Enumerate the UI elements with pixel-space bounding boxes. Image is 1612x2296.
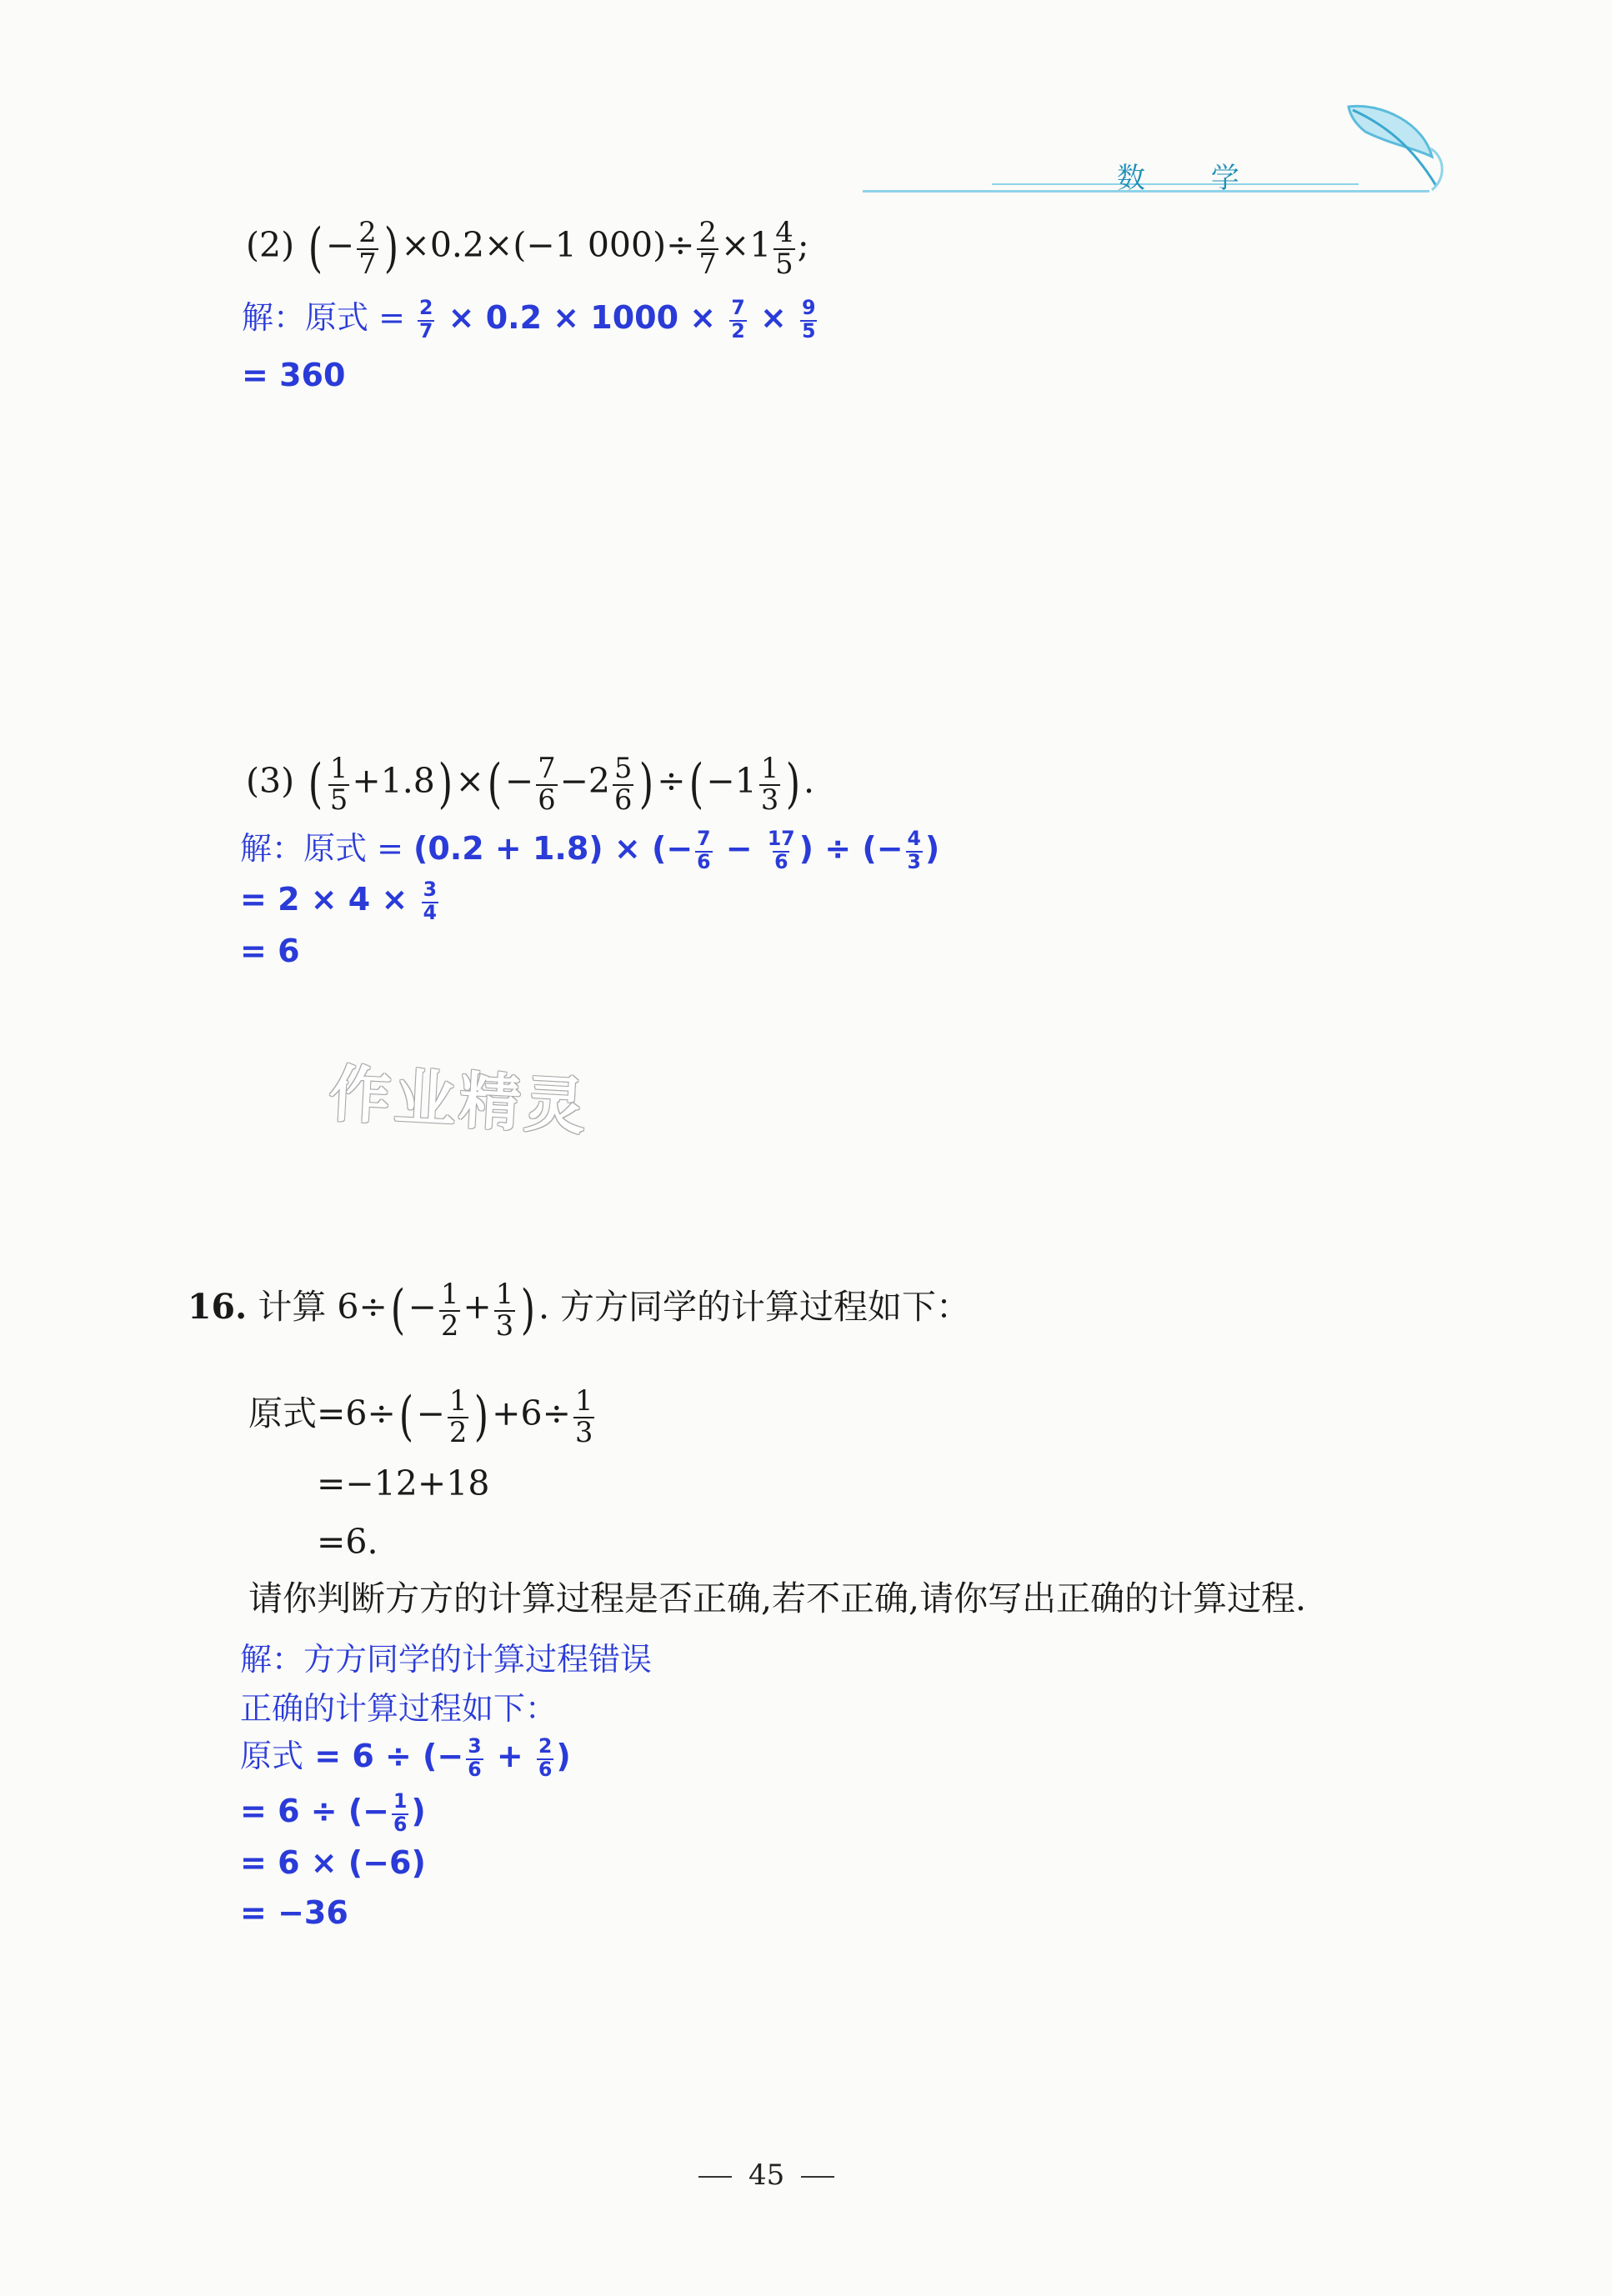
question-label: (3) xyxy=(246,761,295,802)
fraction: $\frac{5}{6}$ xyxy=(614,752,633,816)
fraction: $\frac{1}{3}$ xyxy=(760,752,779,816)
work-line-1: 原式=6÷(− $\frac{1}{2}$ )+6÷ $\frac{1}{3}$ xyxy=(248,1384,593,1448)
work-line-2: =−12+18 xyxy=(317,1463,490,1503)
page-number: 45 xyxy=(682,2158,851,2192)
fraction: $\frac{1}{2}$ xyxy=(448,1384,468,1448)
fraction: $\frac{2}{7}$ xyxy=(419,296,433,343)
fraction: $\frac{1}{2}$ xyxy=(441,1278,459,1342)
fraction: $\frac{17}{6}$ xyxy=(767,827,795,873)
watermark: 作业精灵 xyxy=(327,1058,591,1144)
solution-16-line-4: = 6 ÷ (− $\frac{1}{6}$ ) xyxy=(240,1789,426,1836)
fraction: $\frac{9}{5}$ xyxy=(802,296,816,343)
fraction: $\frac{2}{6}$ xyxy=(538,1734,553,1781)
feather-icon xyxy=(1332,98,1449,198)
question-16: 16. 计算 6÷(− $\frac{1}{2}$ + $\frac{1}{3}$ ). 方方同学的计算过程如下： xyxy=(188,1278,971,1342)
fraction: $\frac{3}{4}$ xyxy=(423,878,437,924)
solution-16-line-2: 正确的计算过程如下： xyxy=(240,1690,558,1727)
fraction: $\frac{1}{6}$ xyxy=(393,1789,408,1836)
solution-16-line-5: = 6 × (−6) xyxy=(240,1844,426,1881)
fraction: $\frac{3}{6}$ xyxy=(468,1734,482,1781)
solution-16-line-1: 解：方方同学的计算过程错误 xyxy=(240,1641,653,1678)
fraction: $\frac{1}{3}$ xyxy=(495,1278,514,1342)
header-subject: 数 学 xyxy=(1117,162,1268,195)
solution-2-line-2: = 360 xyxy=(242,357,346,393)
question-number: 16. xyxy=(188,1287,248,1328)
fraction: $\frac{1}{3}$ xyxy=(574,1384,593,1448)
fraction: $\frac{1}{5}$ xyxy=(329,752,348,816)
fraction: $\frac{4}{5}$ xyxy=(775,216,793,280)
solution-3-line-3: = 6 xyxy=(240,933,300,969)
fraction: $\frac{2}{7}$ xyxy=(698,216,717,280)
solution-2-line-1: 解：原式 = $\frac{2}{7}$ × 0.2 × 1000 × $\frac{7}{2}$ × $\frac{9}{5}$ xyxy=(242,296,816,343)
solution-3-line-1: 解：原式 = (0.2 + 1.8) × (− $\frac{7}{6}$ − $\frac{17}{6}$ ) ÷ (− $\frac{4}{3}$ ) xyxy=(240,827,940,873)
work-line-3: =6. xyxy=(317,1522,378,1562)
question-label: (2) xyxy=(246,225,295,266)
fraction: $\frac{7}{2}$ xyxy=(731,296,745,343)
fraction: $\frac{2}{7}$ xyxy=(358,216,377,280)
solution-3-line-2: = 2 × 4 × $\frac{3}{4}$ xyxy=(240,878,437,924)
fraction: $\frac{4}{3}$ xyxy=(907,827,921,873)
fraction: $\frac{7}{6}$ xyxy=(538,752,556,816)
question-16-prompt: 请你判断方方的计算过程是否正确,若不正确,请你写出正确的计算过程. xyxy=(248,1578,1307,1618)
solution-16-line-3: 原式 = 6 ÷ (− $\frac{3}{6}$ + $\frac{2}{6}$ ) xyxy=(240,1734,571,1781)
question-2: (2) (− $\frac{2}{7}$ )×0.2×(−1 000)÷ $\frac{2}{7}$ ×1 $\frac{4}{5}$ ; xyxy=(246,216,809,280)
fraction: $\frac{7}{6}$ xyxy=(697,827,711,873)
solution-16-line-6: = −36 xyxy=(240,1894,348,1931)
question-3: (3) ( $\frac{1}{5}$ +1.8)×(− $\frac{7}{6}$ −2 $\frac{5}{6}$ )÷(−1 $\frac{1}{3}$ ). xyxy=(246,752,815,816)
